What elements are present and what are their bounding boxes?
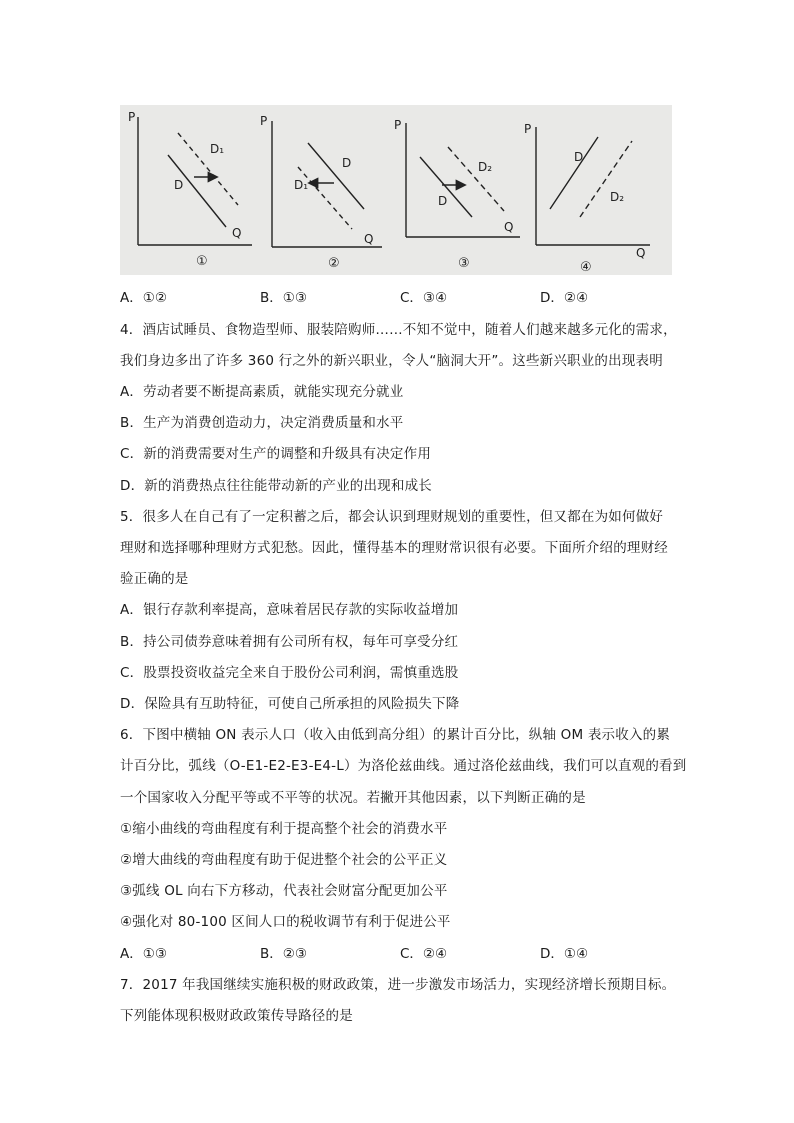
q5-option-d[interactable]: D．保险具有互助特征，可使自己所承担的风险损失下降 (120, 696, 460, 712)
panel-1-axis-x: Q (232, 226, 242, 240)
panel-4-axis-y: P (524, 122, 532, 136)
panel-2-label-dashed: D₁ (294, 178, 309, 192)
q6-option-b[interactable]: B．②③ (260, 946, 307, 962)
panel-4-label-solid: D (574, 150, 584, 164)
panel-4 (536, 127, 650, 245)
q4-option-a[interactable]: A．劳动者要不断提高素质，就能实现充分就业 (120, 384, 404, 400)
q6-statement-1: ①缩小曲线的弯曲程度有利于提高整个社会的消费水平 (120, 821, 448, 837)
q6-option-a[interactable]: A．①③ (120, 946, 167, 962)
panel-2-caption: ② (328, 256, 340, 271)
panel-2 (272, 121, 382, 247)
q6-statement-2: ②增大曲线的弯曲程度有助于促进整个社会的公平正义 (120, 852, 448, 868)
panel-3-label-dashed: D₂ (478, 160, 493, 174)
panel-4-axis-x: Q (636, 246, 646, 260)
panel-3 (406, 123, 520, 237)
panel-1-axis-y: P (128, 110, 136, 124)
q6-stem-line-1: 6．下图中横轴 ON 表示人口（收入由低到高分组）的累计百分比，纵轴 OM 表示收入的累 (120, 727, 671, 743)
q4-option-b[interactable]: B．生产为消费创造动力，决定消费质量和水平 (120, 415, 404, 431)
panel-3-caption: ③ (458, 256, 470, 271)
q7-stem-line-1: 7．2017 年我国继续实施积极的财政政策，进一步激发市场活力，实现经济增长预期目标。 (120, 977, 676, 993)
panel-1-label-dashed: D₁ (210, 142, 225, 156)
q4-stem-line-2: 我们身边多出了许多 360 行之外的新兴职业，令人“脑洞大开”。这些新兴职业的出现表明 (120, 353, 663, 369)
q3-option-a[interactable]: A．①② (120, 290, 167, 306)
panel-4-label-dashed: D₂ (610, 190, 625, 204)
q6-stem-line-3: 一个国家收入分配平等或不平等的状况。若撇开其他因素，以下判断正确的是 (120, 790, 586, 806)
panel-3-label-solid: D (438, 194, 448, 208)
panel-1-label-solid: D (174, 178, 184, 192)
q5-stem-line-3: 验正确的是 (120, 571, 189, 587)
q4-stem-line-1: 4．酒店试睡员、食物造型师、服装陪购师……不知不觉中，随着人们越来越多元化的需求， (120, 322, 677, 338)
panel-2-label-solid: D (342, 156, 352, 170)
panel-2-axis-x: Q (364, 232, 374, 246)
panel-3-axis-x: Q (504, 220, 514, 234)
q3-option-b[interactable]: B．①③ (260, 290, 307, 306)
q5-option-a[interactable]: A．银行存款利率提高，意味着居民存款的实际收益增加 (120, 602, 459, 618)
q5-option-c[interactable]: C．股票投资收益完全来自于股份公司利润，需慎重选股 (120, 665, 459, 681)
q5-option-b[interactable]: B．持公司债券意味着拥有公司所有权，每年可享受分红 (120, 634, 459, 650)
q5-stem-line-2: 理财和选择哪种理财方式犯愁。因此，懂得基本的理财常识很有必要。下面所介绍的理财经 (120, 540, 668, 556)
q6-option-d[interactable]: D．①④ (540, 946, 589, 962)
q3-option-d[interactable]: D．②④ (540, 290, 589, 306)
q7-stem-line-2: 下列能体现积极财政政策传导路径的是 (120, 1008, 353, 1024)
q6-stem-line-2: 计百分比，弧线（O-E1-E2-E3-E4-L）为洛伦兹曲线。通过洛伦兹曲线，我们可以直观的看到 (120, 758, 687, 774)
q6-option-c[interactable]: C．②④ (400, 946, 448, 962)
q4-option-d[interactable]: D．新的消费热点往往能带动新的产业的出现和成长 (120, 478, 432, 494)
panel-3-axis-y: P (394, 118, 402, 132)
q5-stem-line-1: 5．很多人在自己有了一定积蓄之后，都会认识到理财规划的重要性，但又都在为如何做好 (120, 509, 664, 525)
demand-curve-figure (120, 105, 672, 275)
panel-4-caption: ④ (580, 260, 592, 275)
panel-1-caption: ① (196, 254, 208, 269)
q3-option-c[interactable]: C．③④ (400, 290, 448, 306)
q6-statement-3: ③弧线 OL 向右下方移动，代表社会财富分配更加公平 (120, 883, 448, 899)
q4-option-c[interactable]: C．新的消费需要对生产的调整和升级具有决定作用 (120, 446, 432, 462)
panel-2-axis-y: P (260, 114, 268, 128)
q6-statement-4: ④强化对 80-100 区间人口的税收调节有利于促进公平 (120, 914, 451, 930)
